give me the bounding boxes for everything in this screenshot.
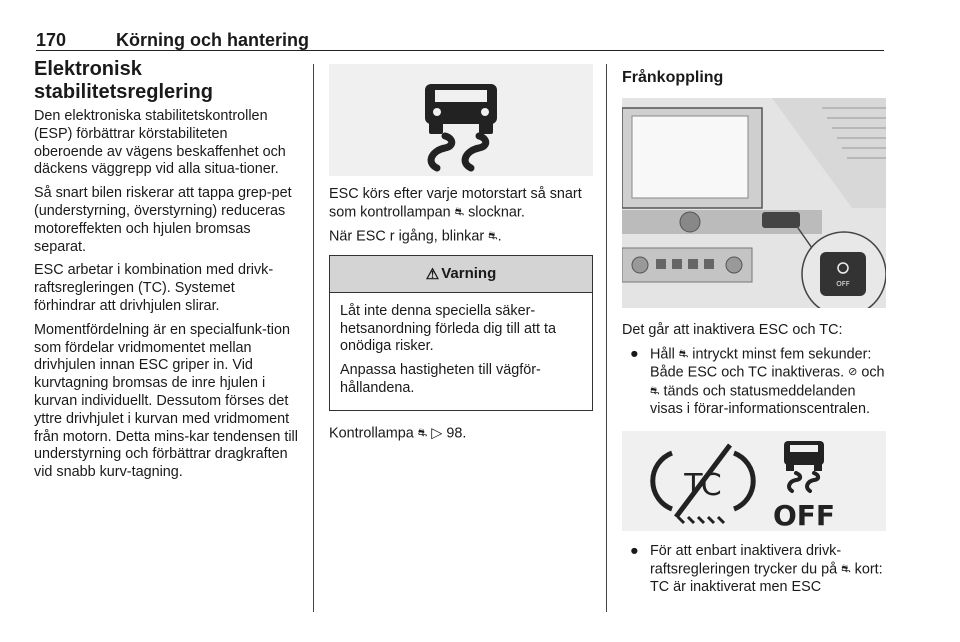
section-heading-esc: Elektronisk stabilitetsreglering [34,58,213,103]
tc-off-indicator-icon: ⊘ [848,366,858,379]
esc-off-button-icon: ⛐ [841,562,851,575]
esc-symbol-figure [329,64,593,176]
column-divider-2 [606,64,607,612]
page-header [36,8,884,51]
page-number: 170 [36,30,67,50]
paragraph-intro: Det går att inaktivera ESC och TC: [622,322,843,338]
esc-skid-car-icon [329,64,593,176]
paragraph-esc-blink: När ESC r igång, blinkar ⛐. [329,229,502,245]
column-2 [329,58,593,449]
warning-title: Varning [441,265,497,283]
warning-body [330,293,592,410]
esc-off-button-icon: ⛐ [678,347,689,360]
column-divider-1 [313,64,314,612]
list-item: ● För att enbart inaktivera drivk-raftsregleringen trycker du på ⛐ kort: TC är inaktiverat men ESC [630,543,883,596]
warning-paragraph: Anpassa hastigheten till vägför-hållandena. [340,362,541,396]
esc-indicator-icon: ⛐ [417,426,428,439]
warning-box [329,255,593,411]
esc-button-label: OFF [836,280,850,288]
esc-indicator-icon: ⛐ [454,205,465,218]
list-item: ● Håll ⛐ intryckt minst fem sekunder: Både ESC och TC inaktiveras. ⊘ och ⛐ tänds och statusmeddelanden visas i förar-informationscentralen. [630,345,885,418]
page-reference: 98. [442,425,467,442]
indicator-icons-figure [622,431,886,531]
tc-label: TC [684,468,722,504]
bullet-icon: ● [630,345,639,362]
dashboard-photo-illustration [622,98,886,308]
column-1 [34,58,300,488]
esc-off-indicator-icon: ⛐ [650,384,660,397]
section-heading-deactivation: Frånkoppling [622,69,724,86]
esc-indicator-icon: ⛐ [488,230,498,243]
tc-off-esc-off-icons [622,431,886,531]
page-reference-arrow-icon: ▷ [431,425,443,442]
warning-triangle-icon: ⚠ [425,265,440,283]
bullet-icon: ● [630,543,639,560]
dashboard-button-figure [622,98,886,308]
column-3 [622,58,886,597]
paragraph: Momentfördelning är en specialfunk-tion som fördelar vridmomentet mellan drivhjulen innan ESC griper in. Vid kurvtagning bromsas de inre hjulen i kurvan individuellt. Dessutom förses det yttre drivhjulet i kurvan med vridmoment från motorn. Detta mins-kar tendensen till understyrning och förbättrar dragkraften vid snabb kurv-tagning. [34,321,298,481]
paragraph: ESC arbetar i kombination med drivk-raftsregleringen (TC). Systemet förhindrar att drivhjulen slirar. [34,262,274,314]
paragraph: Den elektroniska stabilitetskontrollen (ESP) förbättrar körstabiliteten oberoende av vägens beskaffenhet och däckens väggrepp vid alla situa-tioner. [34,108,286,178]
bullet-list [622,346,886,419]
running-title: Körning och hantering [116,30,309,50]
warning-paragraph: Låt inte denna speciella säker-hetsanordning förleda dig till att ta onödiga risker. [340,302,557,355]
bullet-list [622,543,886,597]
paragraph: Så snart bilen riskerar att tappa grep-pet (understyrning, överstyrning) reduceras motoreffekten och hjulen bromsas separat. [34,185,292,255]
off-label: OFF [772,499,836,532]
paragraph-esc-start: ESC körs efter varje motorstart så snart som kontrollampan ⛐ slocknar. [329,186,582,221]
paragraph-control-lamp: Kontrollampa ⛐ ▷ 98. [329,425,467,442]
warning-header [330,256,592,293]
